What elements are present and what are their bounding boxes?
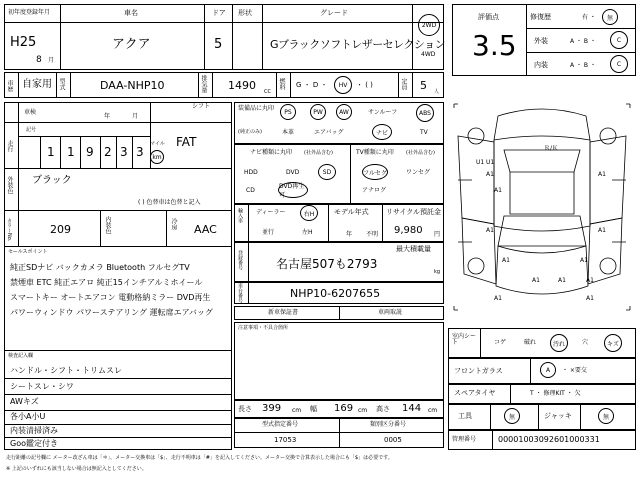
equip-navi-circle: ナビ xyxy=(372,124,392,140)
diagram-mark: A1 xyxy=(586,277,594,284)
int-label: 内装 xyxy=(534,61,548,69)
car-name-label: 車名 xyxy=(124,9,138,17)
equip-pw-circle: PW xyxy=(310,104,326,120)
note-line: シートスレ・シワ xyxy=(10,382,74,391)
drive-4wd: 4WD xyxy=(421,51,436,58)
odometer-digit: 9 xyxy=(86,145,94,159)
diagram-mark: A1 xyxy=(586,295,594,302)
diagram-mark: U1 xyxy=(486,159,495,166)
height: 144 xyxy=(402,403,422,414)
capacity-unit: 人 xyxy=(434,89,440,95)
capacity-label: 定員 xyxy=(400,78,407,90)
shape-label: 形状 xyxy=(238,9,252,17)
int-color-label: 内装色 xyxy=(104,216,111,234)
cc-label: 排気量 xyxy=(200,75,207,93)
score-label: 評価点 xyxy=(478,13,499,21)
glass-options: ・ ×要交 xyxy=(562,367,587,374)
seat-hole: 穴 xyxy=(582,339,589,346)
tv-sub: (社外品含む) xyxy=(406,150,435,156)
fuel-hv-circle: HV xyxy=(334,76,352,94)
int-options: A ・ B ・ xyxy=(570,62,596,69)
width-unit: cm xyxy=(358,407,368,414)
shift: FAT xyxy=(176,135,197,149)
model-label: 型式 xyxy=(58,78,65,90)
tv-fullseg-circle: フルセグ xyxy=(362,164,388,180)
import-label: 輸入車 xyxy=(237,208,243,223)
diagram-mark: A1 xyxy=(494,295,502,302)
plate-value: 名古屋507も2793 xyxy=(276,257,378,271)
equip-title: 装備品に丸印 xyxy=(238,105,275,112)
repair-yes: 有 ・ xyxy=(582,14,596,21)
tv-analog: アナログ xyxy=(362,187,387,194)
width-label: 幅 xyxy=(310,405,317,413)
color-no: 209 xyxy=(50,223,71,236)
sales-point-line: 純正SDナビ バックカメラ Bluetooth フルセグTV xyxy=(10,263,190,272)
navi-dvd: DVD xyxy=(286,169,300,176)
use-label: 車歴 xyxy=(6,80,13,92)
import-parallel: 並行 xyxy=(262,229,275,236)
inspect-month-unit: 月 xyxy=(132,113,139,120)
points-label: セールスポイント xyxy=(8,249,48,255)
odometer-digit: 3 xyxy=(136,145,144,159)
equip-leather: 本革 xyxy=(282,129,295,136)
color-no-label: カラーNo. xyxy=(6,218,12,242)
reg-month: 8 xyxy=(36,55,42,65)
plate-label: 登録番号 xyxy=(237,250,243,270)
width: 169 xyxy=(334,403,354,414)
diagram-mark: A1 xyxy=(558,277,566,284)
sales-point-line: 禁煙車 ETC 純正エアロ 純正15インチアルミホイール xyxy=(10,278,203,287)
note-line: 各小A小U xyxy=(10,412,46,421)
diagram-mark: A1 xyxy=(494,187,502,194)
seat-stain-circle: 汚れ xyxy=(550,334,568,352)
navi-title: ナビ種類に丸印 xyxy=(250,149,293,156)
capacity: 5 xyxy=(420,79,427,92)
type-no: 17053 xyxy=(274,436,297,444)
chassis: NHP10-6207655 xyxy=(290,287,381,300)
navi-cd: CD xyxy=(246,187,255,194)
jack-label: ジャッキ xyxy=(544,412,572,420)
load-unit: kg xyxy=(434,269,441,275)
fuel-options: G ・ D ・ xyxy=(296,81,328,89)
navi-dvd-play-circle: DVD再生可 xyxy=(278,182,308,198)
grade-label: グレード xyxy=(320,9,348,17)
sales-point-line: パワーウィンドウ パワーステアリング 運転席エアバッグ xyxy=(10,308,213,317)
note-line: Goo鑑定付き xyxy=(10,439,58,448)
navi-hdd: HDD xyxy=(244,169,258,176)
cc: 1490 xyxy=(228,79,256,92)
score-value: 3.5 xyxy=(472,29,517,62)
length: 399 xyxy=(262,403,282,414)
equip-ps-circle: PS xyxy=(280,104,296,120)
equip-airbag: エアバッグ xyxy=(314,129,344,136)
odometer-digit: 1 xyxy=(47,145,55,159)
mgmt-number: 00001003092601000331 xyxy=(498,435,600,444)
car-body-diagram xyxy=(448,96,636,322)
int-grade-circle: C xyxy=(610,55,628,73)
equip-aw-circle: AW xyxy=(336,104,352,120)
ext-options: A ・ B ・ xyxy=(570,38,596,45)
defects-label: 注意事項・不具合箇所 xyxy=(238,325,289,331)
cc-unit: CC xyxy=(264,89,271,95)
ext-grade-circle: C xyxy=(610,31,628,49)
ac: AAC xyxy=(194,223,217,236)
equip-tv: TV xyxy=(420,129,428,136)
use: 自家用 xyxy=(22,79,52,90)
km-circle: km xyxy=(150,150,164,164)
tool-label: 工具 xyxy=(458,412,472,420)
seat-burn: コゲ xyxy=(494,339,507,346)
mile-label: マイル xyxy=(150,141,165,147)
sales-point-line: スマートキー オートエアコン 電動格納ミラー DVD再生 xyxy=(10,293,211,302)
diagram-mark: A1 xyxy=(486,171,494,178)
odometer-digit: 1 xyxy=(67,145,75,159)
jack-none-circle: 無 xyxy=(598,408,614,424)
navi-sd-circle: SD xyxy=(318,164,336,180)
warranty: 新車保証書 xyxy=(268,309,299,316)
tv-oneseg: ワンセグ xyxy=(406,169,431,176)
class-no: 0005 xyxy=(384,436,402,444)
model-year-unknown: 不明 xyxy=(366,231,379,238)
diagram-mark: U1 xyxy=(476,159,485,166)
grade: Gブラックソフトレザーセレクション xyxy=(270,38,446,51)
diagram-mark: A1 xyxy=(598,171,606,178)
color-label: 外装色 xyxy=(6,176,13,194)
length-label: 長さ xyxy=(238,405,252,413)
digit-label: 記号 xyxy=(26,127,37,133)
note-line: 内装清掃済み xyxy=(10,426,58,435)
height-unit: cm xyxy=(428,407,438,414)
first-reg-label: 初年度登録年月 xyxy=(8,9,51,16)
length-unit: cm xyxy=(292,407,302,414)
equip-abs-circle: ABS xyxy=(416,104,434,122)
notes-label: 検査記入欄 xyxy=(8,353,34,359)
model-year-label: モデル年式 xyxy=(334,208,369,216)
load-label: 最大積載量 xyxy=(396,245,431,253)
tv-title: TV種類に丸印 xyxy=(356,149,394,156)
seat-scratch-circle: キズ xyxy=(604,334,622,352)
doors: 5 xyxy=(214,37,223,52)
diagram-roof-mark: Ｒ/Ｋ xyxy=(544,145,559,152)
ac-label: 冷房 xyxy=(170,218,177,230)
import-dealer: ディーラー xyxy=(256,209,286,216)
fuel-label: 燃料 xyxy=(278,78,285,90)
model: DAA-NHP10 xyxy=(100,79,165,92)
footer-note-1: 走行距離の記号欄に メーター改ざん車は「＊」、メーター交換車は「$」、走行不明車は「#」を記入してください。メーター交換で合算表示した場合にも「$」は必要です。 xyxy=(6,455,393,461)
equip-sunroof: サンルーフ xyxy=(368,109,398,116)
diagram-mark: A1 xyxy=(532,277,540,284)
defects-frame xyxy=(234,322,444,400)
diagram-mark: A1 xyxy=(502,257,510,264)
navi-sub: (社外品含む) xyxy=(304,150,333,156)
chassis-label: 車台番号 xyxy=(237,283,243,303)
glass-label: フロントガラス xyxy=(454,367,503,375)
class-label: 類別区分番号 xyxy=(370,421,407,428)
height-label: 高さ xyxy=(376,405,390,413)
spare-label: スペアタイヤ xyxy=(454,389,496,397)
mgmt-label: 管理番号 xyxy=(452,436,477,443)
odometer-digit: 3 xyxy=(120,145,128,159)
manual: 車両取説 xyxy=(378,309,403,316)
recycle-unit: 円 xyxy=(434,231,441,238)
repair-label: 修復歴 xyxy=(530,13,551,21)
diagram-mark: A1 xyxy=(486,227,494,234)
reg-year: H25 xyxy=(10,35,37,50)
shift-title: シフト xyxy=(192,103,211,110)
note-line: AWキズ xyxy=(10,397,39,406)
color: ブラック xyxy=(32,175,72,186)
diagram-mark: A1 xyxy=(580,257,588,264)
door-label: ドア xyxy=(212,9,226,17)
import-right-circle: 右H xyxy=(300,205,318,221)
odometer-digit: 2 xyxy=(104,145,112,159)
recycle: 9,980 xyxy=(394,225,423,236)
ext-label: 外装 xyxy=(534,37,548,45)
inspect-year-unit: 年 xyxy=(104,113,111,120)
repair-no-circle: 無 xyxy=(602,9,618,25)
spare-options: T ・ 修理KIT ・ 欠 xyxy=(530,390,581,397)
model-year-unit: 年 xyxy=(346,231,353,238)
color-note: ( ) 色替車は色替と記入 xyxy=(138,199,201,206)
recycle-label: リサイクル預託金 xyxy=(386,208,442,216)
mileage-label: 走行 xyxy=(6,140,13,152)
diagram-mark: A1 xyxy=(598,227,606,234)
equip-sub: (純正のみ) xyxy=(238,129,262,135)
inspect-label: 車検 xyxy=(24,109,37,116)
note-line: ハンドル・シフト・トリムスレ xyxy=(10,366,122,375)
car-name: アクア xyxy=(112,37,151,52)
seat-tear: 破れ xyxy=(524,339,537,346)
tool-none-circle: 無 xyxy=(504,408,520,424)
drive-2wd-circle: 2WD xyxy=(418,14,440,36)
seat-label: 室内シート xyxy=(452,333,477,346)
fuel-rest: ・ ( ) xyxy=(356,81,373,89)
type-label: 型式指定番号 xyxy=(262,421,299,428)
import-left: 左H xyxy=(302,229,313,236)
reg-month-unit: 月 xyxy=(48,57,55,64)
footer-note-2: ※ 上記のいずれにも該当しない場合は無記入としてください。 xyxy=(6,466,147,472)
glass-a-circle: A xyxy=(540,362,556,378)
